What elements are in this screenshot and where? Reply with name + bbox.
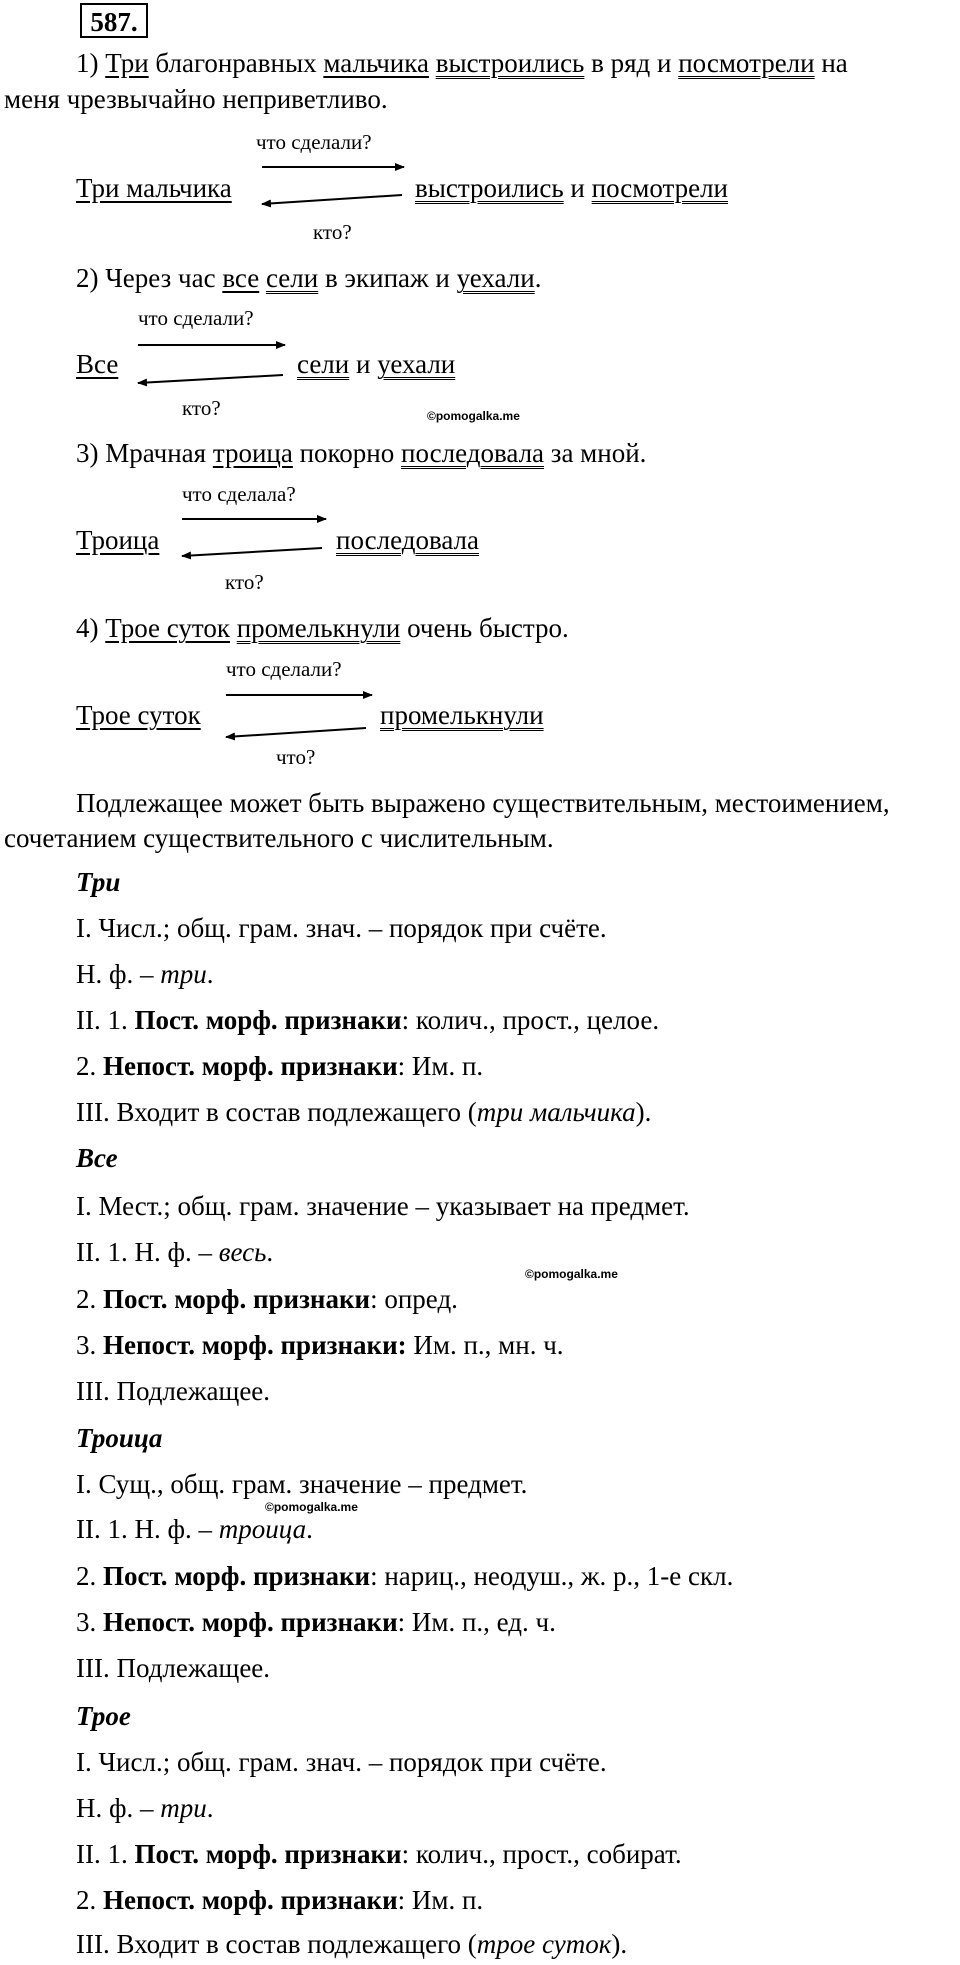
text: II. 1. Н. ф. – [76, 1514, 212, 1544]
text: Н. ф. – [76, 959, 154, 989]
analysis-vse-line: I. Мест.; общ. грам. значение – указывает на предмет. [76, 1191, 690, 1221]
initial-form: весь [218, 1237, 267, 1267]
s1-subject-malchika: мальчика [323, 48, 429, 78]
d4-subject: Трое суток [76, 700, 201, 730]
text: 3. [76, 1330, 97, 1360]
d3-subject: Троица [76, 525, 160, 555]
d3-arrow-left [182, 548, 322, 556]
label: Пост. морф. признаки [134, 1005, 402, 1035]
text: ). [611, 1929, 628, 1959]
s4-text: очень быстро. [407, 613, 569, 643]
d4-predicate: промелькнули [380, 700, 544, 730]
analysis-troe-line [76, 1928, 627, 1960]
label: Пост. морф. признаки [103, 1284, 371, 1314]
analysis-tri-line: I. Числ.; общ. грам. знач. – порядок при счёте. [76, 913, 607, 943]
s3-predicate: последовала [401, 438, 545, 468]
diagram-arrows [0, 0, 960, 800]
s1-subject-tri: Три [105, 48, 149, 78]
analysis-vse-line [76, 1283, 458, 1315]
text: II. 1. [76, 1005, 128, 1035]
s2-dot: . [534, 263, 542, 293]
summary-line-1: Подлежащее может быть выражено существительным, местоимением, [76, 788, 890, 818]
s4-num: 4) [76, 613, 99, 643]
exercise-number: 587. [80, 3, 148, 38]
analysis-vse-line: III. Подлежащее. [76, 1376, 271, 1406]
d2-question-top: что сделали? [138, 306, 254, 330]
text: 2. [76, 1561, 97, 1591]
text: Н. ф. – [76, 1793, 154, 1823]
watermark: ©pomogalka.me [265, 1500, 358, 1514]
label: Непост. морф. признаки: [103, 1330, 407, 1360]
text: : опред. [370, 1284, 458, 1314]
text: II. 1. Н. ф. – [76, 1237, 212, 1267]
initial-form: троица [218, 1514, 307, 1544]
text: : Им. п. [397, 1051, 484, 1081]
summary-line-2: сочетанием существительного с числительным. [4, 823, 554, 853]
d1-arrow-left [262, 195, 402, 204]
d1-predicate-2: посмотрели [591, 173, 728, 203]
analysis-troica-line [76, 1513, 313, 1545]
analysis-troica-line [76, 1606, 556, 1638]
text: : колич., прост., целое. [401, 1005, 660, 1035]
s2-subject: все [222, 263, 260, 293]
s1-predicate-2: посмотрели [678, 48, 815, 78]
analysis-vse-heading: Все [76, 1143, 118, 1173]
analysis-tri-line [76, 1050, 483, 1082]
analysis-troe-heading: Трое [76, 1701, 131, 1731]
analysis-tri-heading: Три [76, 867, 121, 897]
s1-num: 1) [76, 48, 99, 78]
label: Непост. морф. признаки [103, 1051, 398, 1081]
s1-text: в ряд и [591, 48, 672, 78]
d3-question-bottom: кто? [225, 570, 264, 594]
s4-predicate: промелькнули [236, 613, 401, 643]
label: Непост. морф. признаки [103, 1885, 398, 1915]
label: Пост. морф. признаки [103, 1561, 371, 1591]
d2-subject: Все [76, 349, 119, 379]
d2-question-bottom: кто? [182, 396, 221, 420]
text: . [206, 1793, 214, 1823]
label: Непост. морф. признаки [103, 1607, 398, 1637]
label: Пост. морф. признаки [134, 1839, 402, 1869]
text: II. 1. [76, 1839, 128, 1869]
analysis-troica-line: III. Подлежащее. [76, 1653, 271, 1683]
s1-text: благонравных [155, 48, 317, 78]
analysis-vse-line [76, 1236, 273, 1268]
analysis-troica-line [76, 1560, 733, 1592]
s2-num: 2) Через час [76, 263, 216, 293]
d4-question-bottom: что? [276, 745, 316, 769]
s2-text: в экипаж и [324, 263, 450, 293]
d1-subject: Три мальчика [76, 173, 232, 203]
analysis-troe-line [76, 1884, 483, 1916]
s2-predicate-1: сели [265, 263, 319, 293]
d2-and: и [355, 349, 371, 379]
watermark: ©pomogalka.me [427, 409, 520, 423]
text: . [306, 1514, 313, 1544]
s1-line2: меня чрезвычайно неприветливо. [4, 84, 388, 114]
phrase: трое суток [476, 1929, 612, 1959]
analysis-troe-line [76, 1838, 682, 1870]
d2-arrow-left [138, 375, 283, 383]
d2-predicate-1: сели [297, 349, 350, 379]
text: 2. [76, 1885, 97, 1915]
initial-form: три [160, 1793, 207, 1823]
text: 2. [76, 1051, 97, 1081]
text: Им. п., мн. ч. [413, 1330, 564, 1360]
analysis-troe-line [76, 1792, 214, 1824]
analysis-vse-line [76, 1329, 564, 1361]
s1-predicate-1: выстроились [435, 48, 585, 78]
text: . [266, 1237, 274, 1267]
d3-predicate: последовала [336, 525, 480, 555]
d1-question-bottom: кто? [313, 220, 352, 244]
analysis-troica-heading: Троица [76, 1423, 163, 1453]
analysis-tri-line [76, 1004, 659, 1036]
d1-question-top: что сделали? [256, 130, 372, 154]
analysis-tri-line [76, 958, 214, 990]
text: . [206, 959, 214, 989]
s3-text: за мной. [550, 438, 647, 468]
s3-num: 3) Мрачная [76, 438, 207, 468]
s3-subject: троица [212, 438, 293, 468]
text: : Им. п. [397, 1885, 484, 1915]
watermark: ©pomogalka.me [525, 1267, 618, 1281]
initial-form: три [160, 959, 207, 989]
d2-predicate-2: уехали [377, 349, 456, 379]
d1-and: и [570, 173, 585, 203]
phrase: три мальчика [476, 1097, 636, 1127]
analysis-troica-line: I. Сущ., общ. грам. значение – предмет. [76, 1469, 528, 1499]
text: 2. [76, 1284, 97, 1314]
text: III. Входит в состав подлежащего ( [76, 1097, 477, 1127]
text: : нариц., неодуш., ж. р., 1-е скл. [370, 1561, 734, 1591]
text: III. Входит в состав подлежащего ( [76, 1929, 477, 1959]
analysis-tri-line [76, 1096, 651, 1128]
s1-text: на [821, 48, 848, 78]
text: 3. [76, 1607, 97, 1637]
d4-question-top: что сделали? [226, 657, 342, 681]
s2-predicate-2: уехали [456, 263, 535, 293]
analysis-troe-line: I. Числ.; общ. грам. знач. – порядок при счёте. [76, 1747, 607, 1777]
text: : Им. п., ед. ч. [397, 1607, 556, 1637]
d4-arrow-left [226, 728, 366, 737]
s4-subject: Трое суток [105, 613, 230, 643]
d1-predicate-1: выстроились [415, 173, 564, 203]
d3-question-top: что сделала? [182, 482, 296, 506]
text: : колич., прост., собират. [401, 1839, 682, 1869]
s3-text: покорно [299, 438, 395, 468]
text: ). [635, 1097, 652, 1127]
